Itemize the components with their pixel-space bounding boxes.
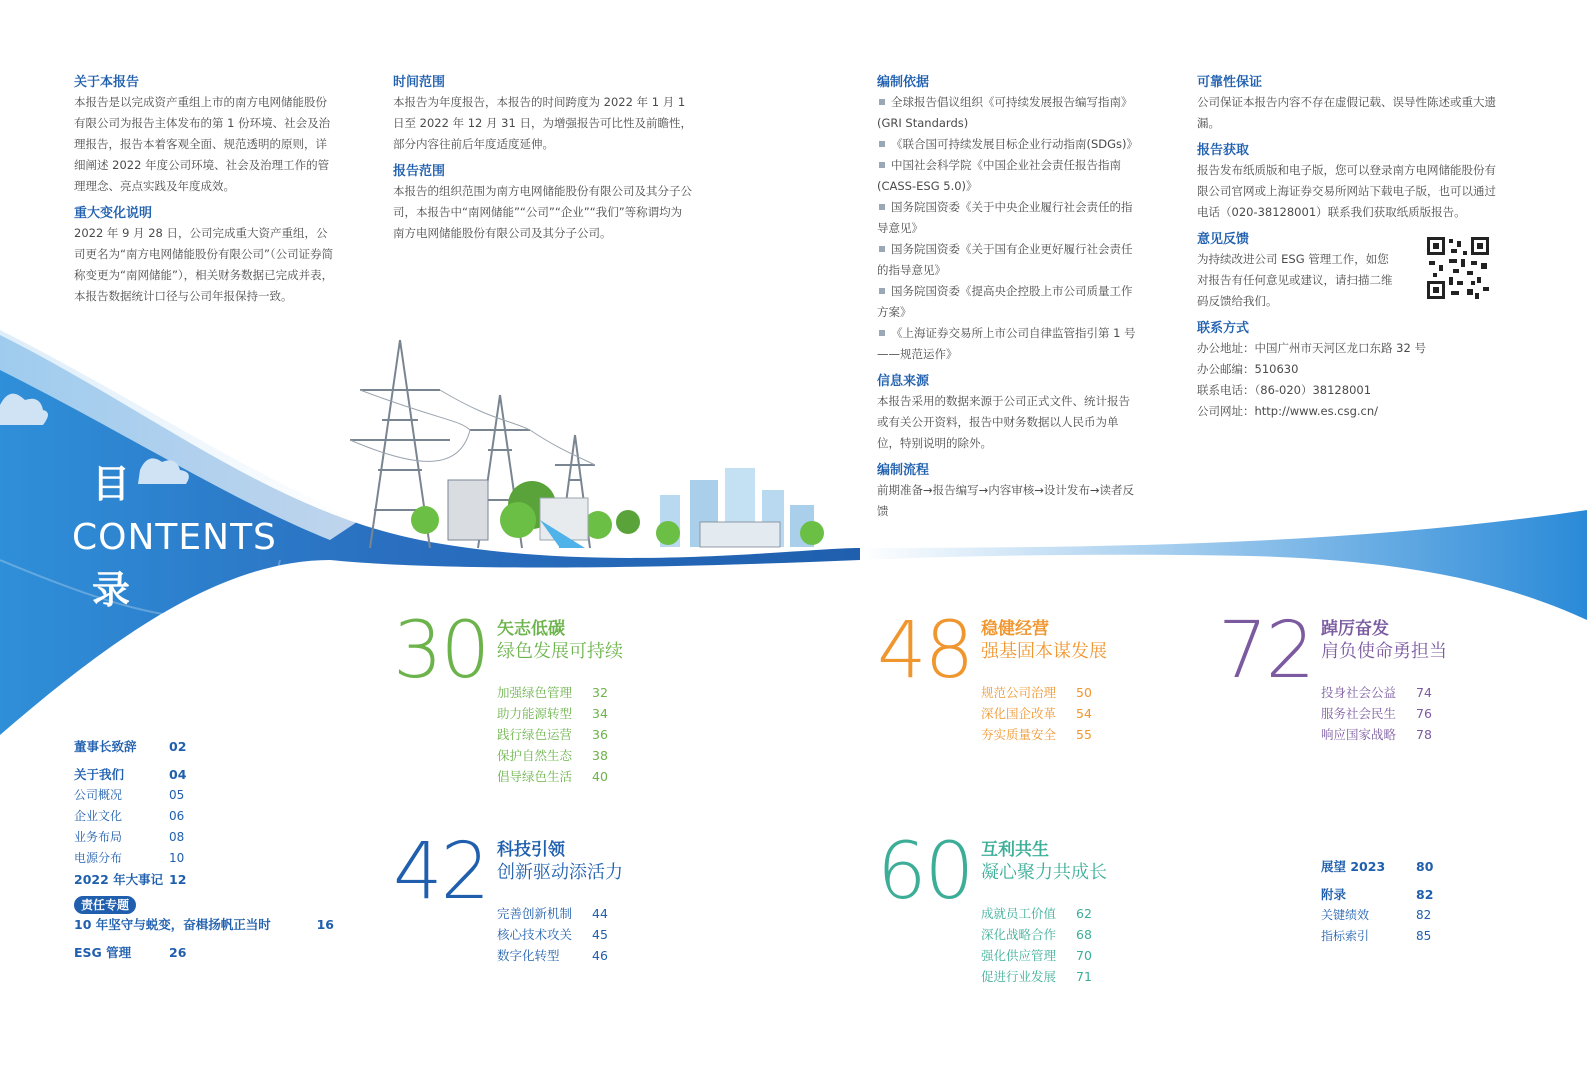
major-change-heading: 重大变化说明	[74, 206, 153, 221]
contact-heading: 联系方式	[1197, 321, 1250, 336]
toc-entry[interactable]: 促进行业发展 71	[981, 969, 1092, 984]
process-text: 前期准备→报告编写→内容审核→设计发布→读者反馈	[877, 483, 1135, 518]
chapter-title: 互利共生	[981, 840, 1049, 860]
toc-entry[interactable]: 核心技术攻关 45	[497, 927, 608, 942]
chapter-subtitle: 肩负使命勇担当	[1321, 641, 1447, 662]
toc-entry[interactable]: 公司概况 05	[74, 788, 185, 802]
info-source-text: 本报告采用的数据来源于公司正式文件、统计报告或有关公开资料，报告中财务数据以人民币为单位，特别说明的除外。	[877, 394, 1130, 450]
contact-phone: 联系电话：（86-020）38128001	[1197, 383, 1372, 397]
contact-postcode: 办公邮编：510630	[1197, 362, 1299, 376]
toc-entry[interactable]: 企业文化 06	[74, 809, 185, 823]
toc-entry[interactable]: 深化战略合作 68	[981, 927, 1092, 942]
toc-entry[interactable]: 指标索引 85	[1321, 929, 1432, 943]
left-toc	[74, 736, 334, 963]
report-scope-heading: 报告范围	[393, 164, 446, 179]
toc-entry[interactable]: 加强绿色管理 32	[497, 685, 608, 700]
time-range-heading: 时间范围	[393, 75, 446, 90]
toc-entry[interactable]: 业务布局 08	[74, 830, 185, 844]
toc-entry[interactable]: 助力能源转型 34	[497, 706, 608, 721]
chapter-number: 42	[393, 827, 489, 917]
contents-cn-top: 目	[92, 462, 131, 506]
chapter-number: 48	[877, 606, 973, 696]
toc-entry[interactable]: 完善创新机制 44	[497, 906, 608, 921]
toc-entry-events[interactable]: 2022 年大事记 12	[74, 872, 187, 887]
chapter-subtitle: 强基固本谋发展	[981, 641, 1107, 662]
chapter-title: 踔厉奋发	[1321, 619, 1389, 639]
toc-entry[interactable]: 强化供应管理 70	[981, 948, 1092, 963]
qr-code-icon[interactable]	[1427, 237, 1489, 299]
basis-item: 中国社会科学院《中国企业社会责任报告指南(CASS-ESG 5.0)》	[877, 158, 1121, 193]
access-text: 报告发布纸质版和电子版，您可以登录南方电网储能股份有限公司官网或上海证券交易所网站下载电子版，也可以通过电话（020-38128001）联系我们获取纸质版报告。	[1197, 163, 1496, 219]
toc-entry[interactable]: 投身社会公益 74	[1321, 685, 1432, 700]
basis-item: 全球报告倡议组织《可持续发展报告编写指南》(GRI Standards)	[877, 95, 1133, 130]
illustration	[350, 340, 824, 548]
reliability-heading: 可靠性保证	[1197, 75, 1263, 90]
access-heading: 报告获取	[1197, 143, 1250, 158]
major-change-text: 2022 年 9 月 28 日，公司完成重大资产重组，公司更名为“南方电网储能股份有限公司”（公司证券简称变更为“南网储能”），相关财务数据已完成并表，本报告数据统计口径与公司年报保持一致。	[74, 226, 334, 303]
basis-item: 国务院国资委《提高央企控股上市公司质量工作方案》	[877, 284, 1133, 319]
toc-entry-about-us[interactable]: 关于我们 04	[74, 767, 187, 782]
chapter-title: 科技引领	[497, 840, 565, 860]
contact-address: 办公地址：中国广州市天河区龙口东路 32 号	[1197, 341, 1426, 355]
toc-entry-appendix[interactable]: 附录 82	[1321, 887, 1434, 902]
contact-website[interactable]: 公司网址：http://www.es.csg.cn/	[1197, 404, 1379, 418]
contents-cn-bottom: 录	[92, 568, 131, 612]
toc-entry-chairman[interactable]: 董事长致辞 02	[74, 739, 187, 754]
toc-entry[interactable]: 夯实质量安全 55	[981, 727, 1092, 742]
toc-entry[interactable]: 践行绿色运营 36	[497, 727, 608, 742]
toc-entry[interactable]: 保护自然生态 38	[497, 748, 608, 763]
special-topic-badge: 责任专题	[74, 896, 136, 914]
basis-item: 国务院国资委《关于中央企业履行社会责任的指导意见》	[877, 200, 1133, 235]
chapter-subtitle: 凝心聚力共成长	[981, 862, 1107, 883]
time-range-text: 本报告为年度报告，本报告的时间跨度为 2022 年 1 月 1 日至 2022 年 12 月 31 日，为增强报告可比性及前瞻性，部分内容往前后年度适度延伸。	[393, 95, 692, 151]
toc-entry-special[interactable]: 10 年坚守与蜕变，奋楫扬帆正当时 16	[74, 917, 334, 932]
toc-entry-esg[interactable]: ESG 管理 26	[74, 945, 187, 960]
toc-entry[interactable]: 响应国家战略 78	[1321, 727, 1432, 742]
about-text: 本报告是以完成资产重组上市的南方电网储能股份有限公司为报告主体发布的第 1 份环境、社会及治理报告，报告本着客观全面、规范透明的原则，详细阐述 2022 年度公司环境、社会及治理工作的管理理念、亮点实践及年度成效。	[74, 95, 331, 193]
basis-item: 国务院国资委《关于国有企业更好履行社会责任的指导意见》	[877, 242, 1133, 277]
basis-item: 《上海证券交易所上市公司自律监管指引第 1 号——规范运作》	[877, 326, 1136, 361]
chapter-subtitle: 绿色发展可持续	[497, 641, 623, 662]
toc-entry[interactable]: 服务社会民生 76	[1321, 706, 1432, 721]
basis-heading: 编制依据	[877, 75, 930, 90]
outlook-toc	[1321, 856, 1461, 947]
report-scope-text: 本报告的组织范围为南方电网储能股份有限公司及其分子公司，本报告中“南网储能”“公司”“企业”“我们”等称谓均为南方电网储能股份有限公司及其分子公司。	[393, 184, 692, 240]
feedback-heading: 意见反馈	[1197, 232, 1250, 247]
info-source-heading: 信息来源	[877, 374, 930, 389]
toc-entry-outlook[interactable]: 展望 2023 80	[1321, 859, 1434, 874]
toc-entry[interactable]: 电源分布 10	[74, 851, 185, 865]
chapter-number: 60	[877, 827, 973, 917]
chapter-subtitle: 创新驱动添活力	[497, 862, 623, 883]
process-heading: 编制流程	[877, 463, 930, 478]
chapter-title: 稳健经营	[981, 619, 1049, 639]
chapter-title: 矢志低碳	[497, 619, 565, 639]
basis-item: 《联合国可持续发展目标企业行动指南(SDGs)》	[877, 134, 1139, 155]
toc-entry[interactable]: 深化国企改革 54	[981, 706, 1092, 721]
toc-entry[interactable]: 成就员工价值 62	[981, 906, 1092, 921]
toc-entry[interactable]: 关键绩效 82	[1321, 908, 1432, 922]
feedback-text: 为持续改进公司 ESG 管理工作，如您对报告有任何意见或建议，请扫描二维码反馈给我们。	[1197, 252, 1393, 308]
reliability-text: 公司保证本报告内容不存在虚假记载、误导性陈述或重大遗漏。	[1197, 95, 1496, 130]
chapter-number: 72	[1218, 606, 1314, 696]
about-heading: 关于本报告	[74, 75, 140, 90]
contents-en: CONTENTS	[72, 517, 277, 558]
toc-entry[interactable]: 倡导绿色生活 40	[497, 769, 608, 784]
chapter-number: 30	[393, 606, 489, 696]
toc-entry[interactable]: 规范公司治理 50	[981, 685, 1092, 700]
toc-entry[interactable]: 数字化转型 46	[497, 948, 608, 963]
